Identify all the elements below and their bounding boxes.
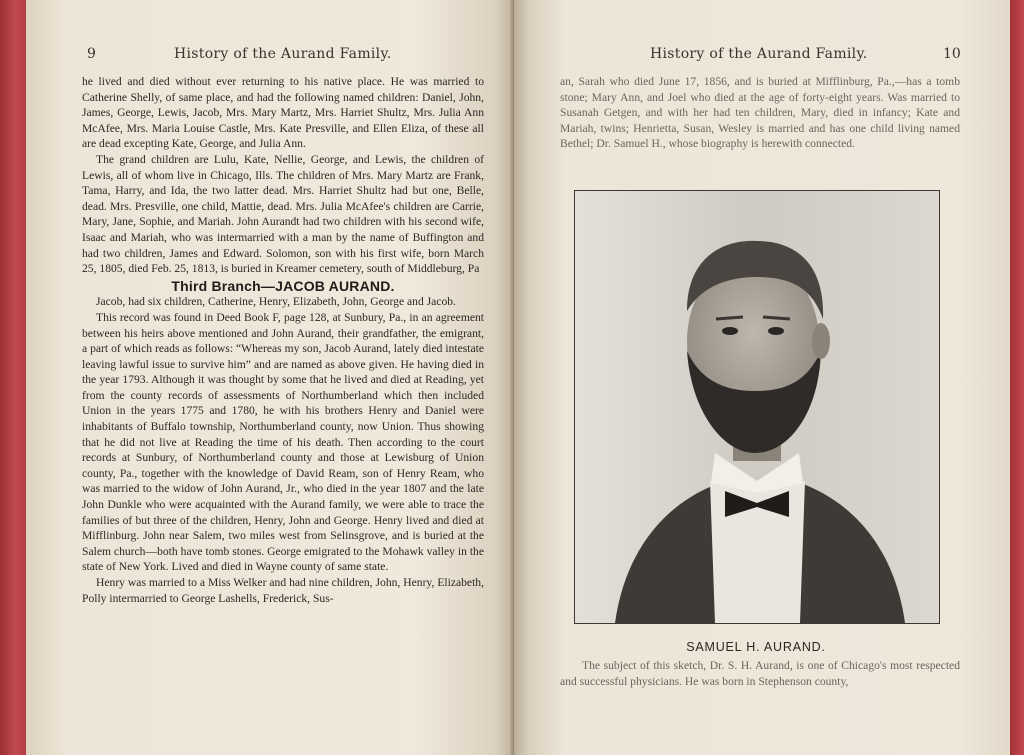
right-page-number: 10 xyxy=(943,46,961,62)
section-title: Third Branch—JACOB AURAND. xyxy=(171,277,395,294)
paragraph: This record was found in Deed Book F, page 128, at Sunbury, Pa., in an agreement between his heirs above mentioned and John Aurand, their grandfather, the emigrant, a part of which reads as follows: “Whereas my son, Jacob Aurand, lately died intestate leaving lawful issue to survive him” and are named as above given. He having died in the year 1793. Although it was thought by some that he lived and died at Reading, yet from the county records of assessments of Northumberland which then included Union in the years 1775 and 1780, he with his brothers Henry and Daniel were inhabitants of Buffalo township, Northumberland county, now Union. Thus showing that he did not live at Reading the time of his death. Then according to the court records at Sunbury, of Northumberland county and those at Lewisburg of Union county, Pa., together with the knowledge of David Ream, son of Henry Ream, who was married to the widow of John Aurand, Jr., who died in the year 1807 and the late John Dunkle who were acquainted with the Aurand family, we were able to trace the families of but three of the children, Henry, John and George. Henry lived and died at Mifflinburg. John near Salem, two miles west from Selinsgrove, and is buried at the Salem church—both have tomb stones. George emigrated to the Mohawk valley in the state of New York. Lived and died in Wayne county of same state. xyxy=(82,310,484,574)
right-page-body-bottom xyxy=(560,658,960,689)
paragraph: Henry was married to a Miss Welker and had nine children, John, Henry, Elizabeth, Polly intermarried to George Lashells, Frederick, Sus- xyxy=(82,576,484,605)
paragraph: Jacob, had six children, Catherine, Henry, Elizabeth, John, George and Jacob. xyxy=(96,295,456,309)
portrait-caption: SAMUEL H. AURAND. xyxy=(686,640,826,654)
book-cover-edge-right xyxy=(1010,0,1024,755)
paragraph: The subject of this sketch, Dr. S. H. Aurand, is one of Chicago's most respected and successful physicians. He was born in Stephenson county, xyxy=(560,659,960,688)
left-page-body xyxy=(82,74,484,606)
right-running-head: History of the Aurand Family. xyxy=(650,46,868,62)
left-page-number: 9 xyxy=(87,46,96,62)
portrait-photo xyxy=(574,190,940,624)
paragraph: The grand children are Lulu, Kate, Nellie, George, and Lewis, the children of Lewis, all of whom live in Chicago, Ills. The children of Mrs. Mary Martz are Frank, Tama, Harry, and Ida, the two latter dead. Mrs. Harriet Shultz had but one, Belle, dead. Mrs. Presville, one child, Mattie, dead. Mrs. Julia McAfee's children are Carrie, Mary, Jane, Sophie, and Mariah. John Aurandt had two children with his second wife, Isaac and Mariah, who was intermarried with a man by the name of Buffington and had two children, James and Edward. Solomon, son with his first wife, born March 25, 1805, died Feb. 25, 1813, is buried in Kreamer cemetery, south of Middleburg, Pa xyxy=(82,152,484,276)
portrait-illustration xyxy=(575,191,939,623)
left-running-head: History of the Aurand Family. xyxy=(174,46,392,62)
paragraph: an, Sarah who died June 17, 1856, and is buried at Mifflinburg, Pa.,—has a tomb stone; Mary Ann, and Joel who died at the age of forty-eight years. Was married to Susanah Getgen, and with her had ten children, Mary, died in infancy; Kate and Mariah, twins; Henrietta, Susan, Wesley is married and has one child living named Bethel; Dr. Samuel H., whose biography is herewith connected. xyxy=(560,75,960,151)
book-cover-edge-left xyxy=(0,0,26,755)
right-page-body-top xyxy=(560,74,960,152)
paragraph: he lived and died without ever returning to his native place. He was married to Catherine Shelly, of same place, and had the following named children: Daniel, John, James, George, Lewis, Jacob, Mrs. Mary Martz, Mrs. Harriet Shultz, Mrs. Julia Ann McAfee, Mrs. Maria Louise Castle, Mrs. Kate Presville, and Ellen Eliza, of these all are dead excepting Kate, George, and Julia Ann. xyxy=(82,75,484,151)
